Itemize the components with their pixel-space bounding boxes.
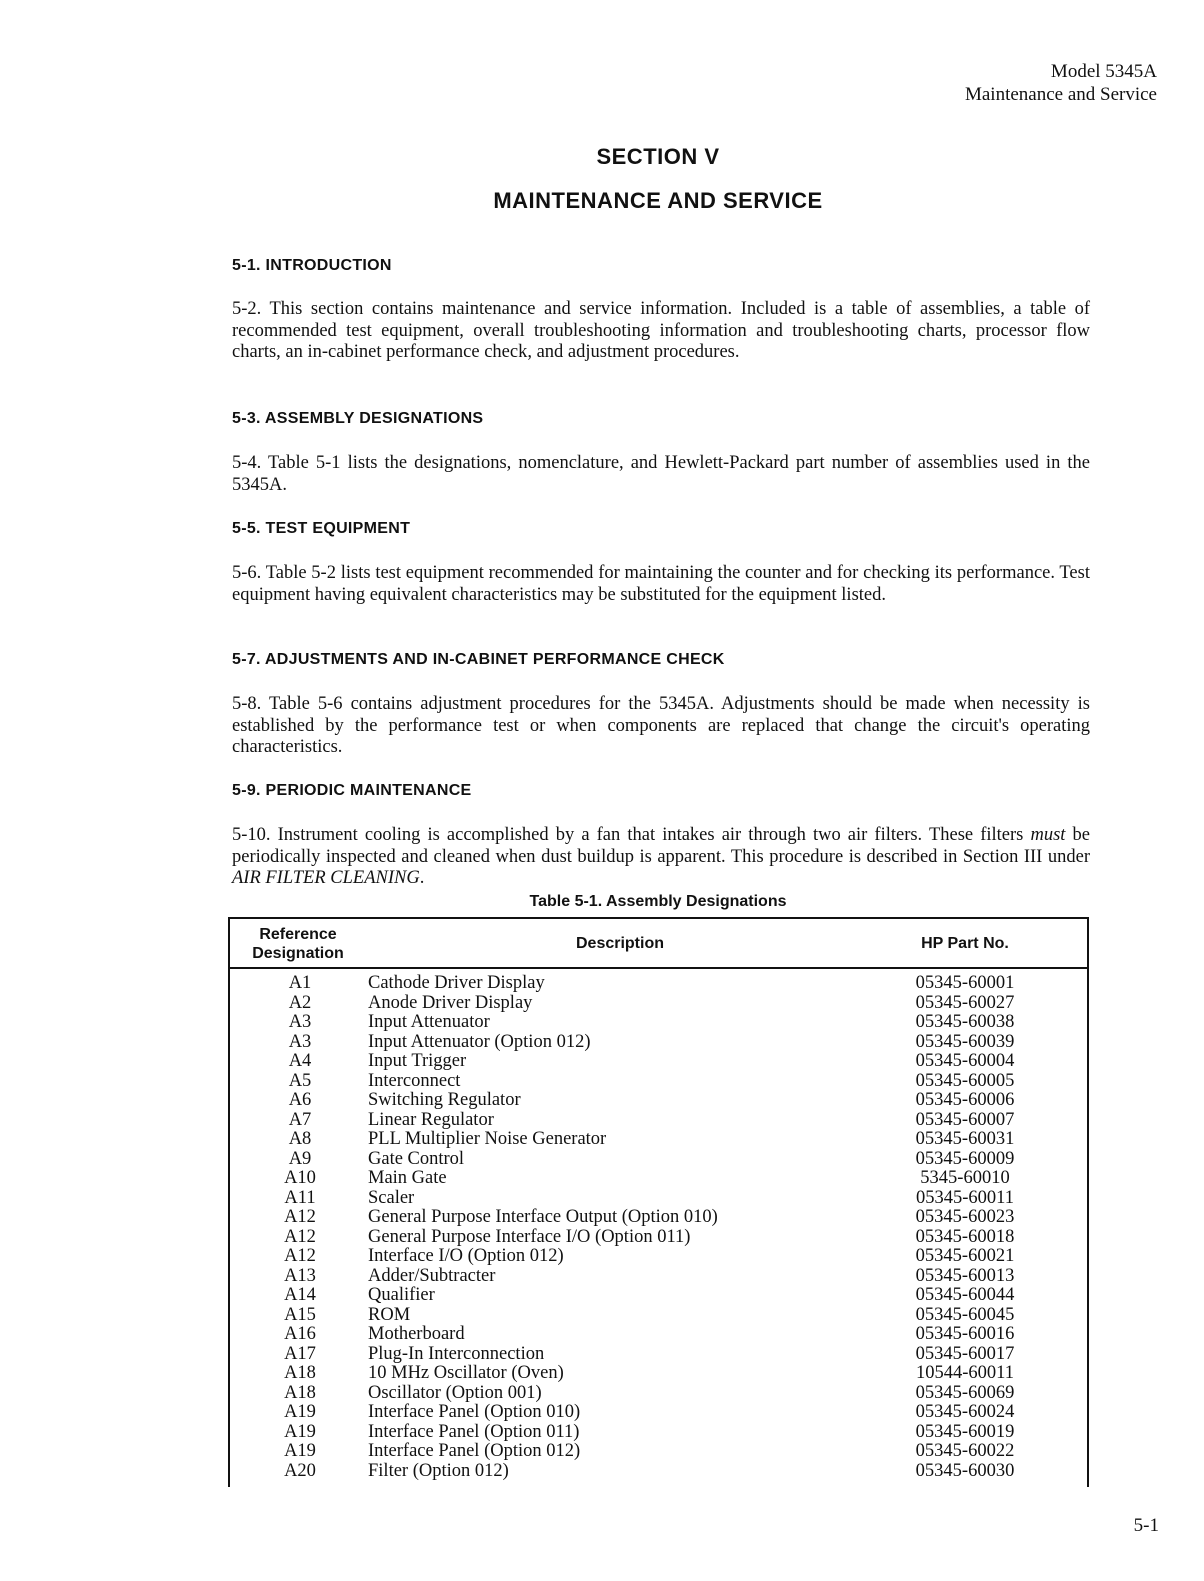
section-title: MAINTENANCE AND SERVICE [493, 188, 823, 213]
cell-description: General Purpose Interface I/O (Option 011) [368, 1226, 691, 1247]
cell-description: Input Attenuator (Option 012) [368, 1031, 591, 1052]
cell-part-number: 05345-60030 [915, 1460, 1015, 1481]
cell-reference: A6 [288, 1090, 312, 1110]
table-row [230, 1364, 1087, 1384]
table-row [230, 1111, 1087, 1131]
cell-reference: A19 [284, 1421, 316, 1442]
cell-reference: A12 [284, 1246, 316, 1266]
section-number: SECTION V [596, 144, 720, 169]
cell-reference: A16 [284, 1324, 316, 1344]
cell-reference: A3 [288, 1012, 312, 1032]
table-row [230, 1267, 1087, 1287]
cell-description: Scaler [368, 1187, 415, 1208]
cell-part-number: 05345-60009 [915, 1148, 1015, 1169]
table-row [230, 1325, 1087, 1345]
table-row [230, 1247, 1087, 1267]
cell-reference: A20 [284, 1460, 316, 1481]
column-header-reference-line1: Reference [259, 926, 337, 943]
table-row [230, 1189, 1087, 1209]
cell-part-number: 10544-60011 [916, 1363, 1014, 1383]
cell-part-number: 05345-60031 [915, 1129, 1015, 1149]
cell-description: Gate Control [368, 1148, 465, 1169]
table-row [230, 1091, 1087, 1111]
header-model: Model 5345A [1050, 61, 1157, 82]
table-row [230, 1228, 1087, 1248]
table-row [230, 1169, 1087, 1189]
cell-reference: A7 [288, 1109, 312, 1130]
cell-description: Interconnect [368, 1070, 461, 1091]
cell-reference: A19 [284, 1441, 316, 1461]
cell-part-number: 05345-60022 [915, 1441, 1015, 1461]
cell-reference: A5 [288, 1070, 312, 1091]
table-body [230, 974, 1087, 1481]
cell-description: Anode Driver Display [368, 992, 533, 1013]
cell-reference: A2 [288, 992, 312, 1013]
table-row [230, 1423, 1087, 1443]
table-row [230, 1442, 1087, 1462]
cell-part-number: 05345-60023 [915, 1207, 1015, 1227]
paragraph-5-6: 5-6. Table 5-2 lists test equipment recommended for maintaining the counter and for checking its performance. Test equipment having equivalent characteristics may be substituted for the equipment listed. [232, 563, 1090, 605]
cell-description: Main Gate [368, 1168, 447, 1188]
table-row [230, 1286, 1087, 1306]
cell-description: Interface Panel (Option 012) [368, 1441, 581, 1461]
heading-introduction: 5-1. INTRODUCTION [232, 257, 392, 274]
heading-assembly-designations: 5-3. ASSEMBLY DESIGNATIONS [232, 410, 484, 427]
cell-part-number: 05345-60039 [915, 1031, 1015, 1052]
table-row [230, 1150, 1087, 1170]
cell-reference: A9 [288, 1148, 312, 1169]
cell-reference: A12 [284, 1207, 316, 1227]
cell-description: Plug-In Interconnection [368, 1343, 545, 1364]
table-row [230, 1462, 1087, 1482]
column-header-reference-line2: Designation [252, 945, 344, 962]
paragraph-5-10-emphasis: must [1030, 825, 1066, 845]
table-row [230, 1013, 1087, 1033]
cell-description: Interface Panel (Option 010) [368, 1402, 581, 1422]
cell-part-number: 05345-60017 [915, 1343, 1015, 1364]
cell-description: Motherboard [368, 1324, 465, 1344]
paragraph-5-10-reference: AIR FILTER CLEANING [232, 868, 420, 889]
cell-part-number: 05345-60069 [915, 1382, 1015, 1403]
table-row [230, 994, 1087, 1014]
cell-reference: A4 [288, 1051, 312, 1071]
column-header-description: Description [575, 935, 664, 952]
cell-reference: A18 [284, 1382, 316, 1403]
cell-part-number: 05345-60006 [915, 1090, 1015, 1110]
cell-description: Input Attenuator [368, 1012, 490, 1032]
cell-reference: A1 [288, 973, 312, 993]
paragraph-5-4: 5-4. Table 5-1 lists the designations, nomenclature, and Hewlett-Packard part number of assemblies used in the 5345A. [232, 453, 1090, 495]
cell-description: Adder/Subtracter [368, 1265, 496, 1286]
paragraph-5-10-part-b: be periodically inspected and cleaned when dust buildup is apparent. This procedure is described in Section III under [232, 825, 1090, 867]
cell-part-number: 05345-60016 [915, 1324, 1015, 1344]
table-row [230, 1072, 1087, 1092]
table-row [230, 974, 1087, 994]
cell-description: ROM [368, 1304, 411, 1325]
table-row [230, 1306, 1087, 1326]
header-section-name: Maintenance and Service [964, 84, 1157, 105]
page-number: 5-1 [1133, 1515, 1159, 1536]
cell-reference: A14 [284, 1285, 316, 1305]
cell-part-number: 05345-60004 [915, 1051, 1015, 1071]
cell-description: General Purpose Interface Output (Option 010) [368, 1207, 718, 1227]
assembly-designations-table [228, 917, 1089, 1487]
cell-part-number: 05345-60024 [915, 1402, 1015, 1422]
running-header [965, 60, 1157, 106]
column-header-reference [248, 925, 348, 963]
heading-periodic-maintenance: 5-9. PERIODIC MAINTENANCE [232, 782, 472, 799]
table-row [230, 1403, 1087, 1423]
table-row [230, 1384, 1087, 1404]
cell-part-number: 5345-60010 [920, 1168, 1010, 1188]
cell-part-number: 05345-60045 [915, 1304, 1015, 1325]
table-row [230, 1208, 1087, 1228]
cell-part-number: 05345-60013 [915, 1265, 1015, 1286]
table-caption: Table 5-1. Assembly Designations [529, 893, 787, 910]
cell-part-number: 05345-60007 [915, 1109, 1015, 1130]
cell-description: Interface I/O (Option 012) [368, 1246, 564, 1266]
cell-reference: A11 [284, 1187, 316, 1208]
cell-part-number: 05345-60001 [915, 973, 1015, 993]
cell-reference: A18 [284, 1363, 316, 1383]
table-row [230, 1052, 1087, 1072]
heading-adjustments: 5-7. ADJUSTMENTS AND IN-CABINET PERFORMANCE CHECK [232, 651, 725, 668]
cell-reference: A8 [288, 1129, 312, 1149]
cell-description: Qualifier [368, 1285, 435, 1305]
heading-test-equipment: 5-5. TEST EQUIPMENT [232, 520, 411, 537]
cell-reference: A15 [284, 1304, 316, 1325]
cell-description: 10 MHz Oscillator (Oven) [368, 1363, 564, 1383]
cell-description: Linear Regulator [368, 1109, 494, 1130]
paragraph-5-2: 5-2. This section contains maintenance and service information. Included is a table of assemblies, a table of recommended test equipment, overall troubleshooting information and troubleshooting charts, processor flow charts, an in-cabinet performance check, and adjustment procedures. [232, 299, 1090, 363]
cell-part-number: 05345-60027 [915, 992, 1015, 1013]
column-header-part-number: HP Part No. [921, 935, 1009, 952]
table-row [230, 1130, 1087, 1150]
table-row [230, 1033, 1087, 1053]
cell-part-number: 05345-60005 [915, 1070, 1015, 1091]
cell-description: Oscillator (Option 001) [368, 1382, 542, 1403]
cell-part-number: 05345-60018 [915, 1226, 1015, 1247]
cell-reference: A13 [284, 1265, 316, 1286]
cell-reference: A12 [284, 1226, 316, 1247]
cell-description: Interface Panel (Option 011) [368, 1421, 580, 1442]
cell-description: PLL Multiplier Noise Generator [368, 1129, 607, 1149]
cell-description: Switching Regulator [368, 1090, 521, 1110]
paragraph-5-10-part-c: . [419, 868, 425, 889]
cell-reference: A19 [284, 1402, 316, 1422]
cell-description: Filter (Option 012) [368, 1460, 509, 1481]
cell-part-number: 05345-60021 [915, 1246, 1015, 1266]
paragraph-5-10-part-a: 5-10. Instrument cooling is accomplished by a fan that intakes air through two air filters. These filters [232, 825, 1031, 845]
table-header [230, 919, 1087, 969]
cell-description: Cathode Driver Display [368, 973, 545, 993]
paragraph-5-8: 5-8. Table 5-6 contains adjustment procedures for the 5345A. Adjustments should be made when necessity is established by the performance test or when components are replaced that change the circuit's operating characteristics. [232, 694, 1090, 758]
cell-part-number: 05345-60019 [915, 1421, 1015, 1442]
cell-description: Input Trigger [368, 1051, 467, 1071]
cell-reference: A3 [288, 1031, 312, 1052]
paragraph-5-10 [232, 825, 1090, 890]
cell-reference: A17 [284, 1343, 316, 1364]
cell-part-number: 05345-60038 [915, 1012, 1015, 1032]
table-row [230, 1345, 1087, 1365]
cell-part-number: 05345-60044 [915, 1285, 1015, 1305]
cell-part-number: 05345-60011 [916, 1187, 1014, 1208]
cell-reference: A10 [284, 1168, 316, 1188]
